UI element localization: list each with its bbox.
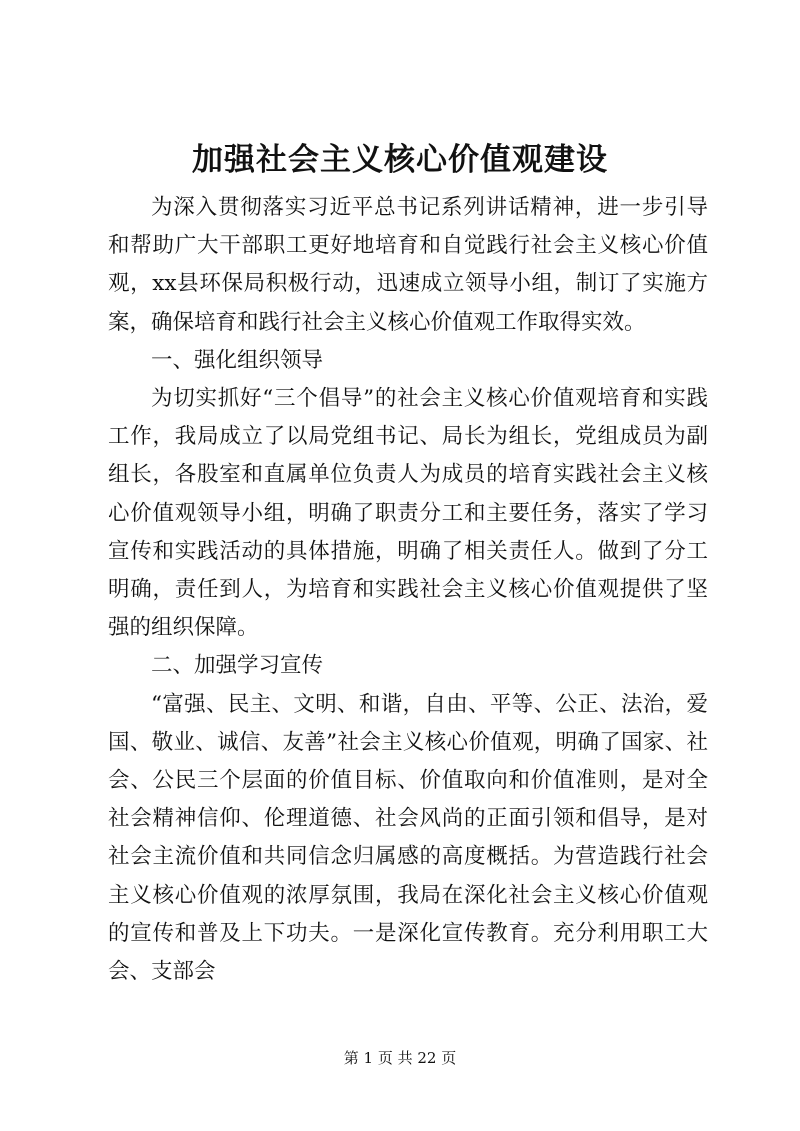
section-heading-study: 二、加强学习宣传 bbox=[151, 653, 324, 679]
intro-paragraph: 为深入贯彻落实习近平总书记系列讲话精神，进一步引导和帮助广大干部职工更好地培育和自觉践行社会主义核心价值观，xx县环保局积极行动，迅速成立领导小组，制订了实施方案，确保培育和践行社会主义核心价值观工作取得实效。 bbox=[108, 195, 708, 335]
page-footer: 第 1 页 共 22 页 bbox=[343, 1049, 457, 1067]
organization-paragraph: 为切实抓好“三个倡导”的社会主义核心价值观培育和实践工作，我局成立了以局党组书记、局长为组长，党组成员为副组长，各股室和直属单位负责人为成员的培育实践社会主义核心价值观领导小组，明确了职责分工和主要任务，落实了学习宣传和实践活动的具体措施，明确了相关责任人。做到了分工明确，责任到人，为培育和实践社会主义核心价值观提供了坚强的组织保障。 bbox=[108, 386, 708, 641]
section-heading-organization: 一、强化组织领导 bbox=[151, 347, 324, 373]
study-paragraph: “富强、民主、文明、和谐，自由、平等、公正、法治，爱国、敬业、诚信、友善”社会主义核心价值观，明确了国家、社会、公民三个层面的价值目标、价值取向和价值准则，是对全社会精神信仰、伦理道德、社会风尚的正面引领和倡导，是对社会主流价值和共同信念归属感的高度概括。为营造践行社会主义核心价值观的浓厚氛围，我局在深化社会主义核心价值观的宣传和普及上下功夫。一是深化宣传教育。充分利用职工大会、支部会 bbox=[108, 691, 708, 985]
document-body bbox=[108, 189, 708, 991]
document-title: 加强社会主义核心价值观建设 bbox=[192, 142, 608, 178]
